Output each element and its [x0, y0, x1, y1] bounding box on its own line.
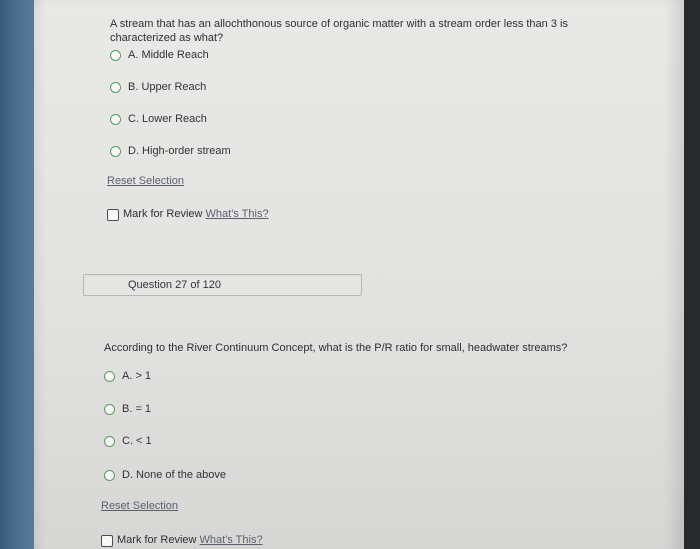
whats-this-link[interactable]: What's This?	[199, 534, 263, 546]
question-26-option-a-radio[interactable]	[110, 50, 121, 61]
question-26-option-c-label[interactable]: C. Lower Reach	[128, 113, 207, 125]
question-26-reset-selection-link[interactable]: Reset Selection	[107, 175, 185, 187]
question-number-label: Question 27 of 120	[128, 279, 221, 291]
question-27-option-d-radio[interactable]	[104, 470, 115, 481]
question-27-reset-selection-link[interactable]: Reset Selection	[101, 500, 179, 512]
question-26-option-a-label[interactable]: A. Middle Reach	[128, 49, 209, 61]
question-26-option-d-radio[interactable]	[110, 146, 121, 157]
question-26-option-b-radio[interactable]	[110, 82, 121, 93]
desktop-edge	[0, 0, 38, 549]
question-27-mark-for-review-checkbox[interactable]	[101, 535, 113, 547]
mark-for-review-label[interactable]: Mark for Review	[123, 208, 203, 220]
question-26-option-d-label[interactable]: D. High-order stream	[128, 145, 231, 157]
question-27-option-c-radio[interactable]	[104, 436, 115, 447]
question-27-option-a-radio[interactable]	[104, 371, 115, 382]
whats-this-link[interactable]: What's This?	[205, 208, 269, 220]
question-27-header	[83, 274, 362, 296]
mark-for-review-label[interactable]: Mark for Review	[117, 534, 197, 546]
quiz-page	[34, 0, 684, 549]
question-26-text: A stream that has an allochthonous source of organic matter with a stream order less than 3 is characterized as what?	[110, 18, 568, 44]
question-26-option-c-radio[interactable]	[110, 114, 121, 125]
question-27-text: According to the River Continuum Concept, what is the P/R ratio for small, headwater streams?	[104, 342, 568, 354]
question-27-option-b-radio[interactable]	[104, 404, 115, 415]
question-27-option-d-label[interactable]: D. None of the above	[122, 469, 226, 481]
question-27-mark-for-review	[117, 534, 263, 547]
question-26-mark-for-review	[123, 208, 269, 221]
question-27-option-a-label[interactable]: A. > 1	[122, 370, 152, 382]
question-26-mark-for-review-checkbox[interactable]	[107, 209, 119, 221]
question-27-option-b-label[interactable]: B. = 1	[122, 403, 152, 415]
question-27-option-c-label[interactable]: C. < 1	[122, 435, 152, 447]
question-26-option-b-label[interactable]: B. Upper Reach	[128, 81, 207, 93]
